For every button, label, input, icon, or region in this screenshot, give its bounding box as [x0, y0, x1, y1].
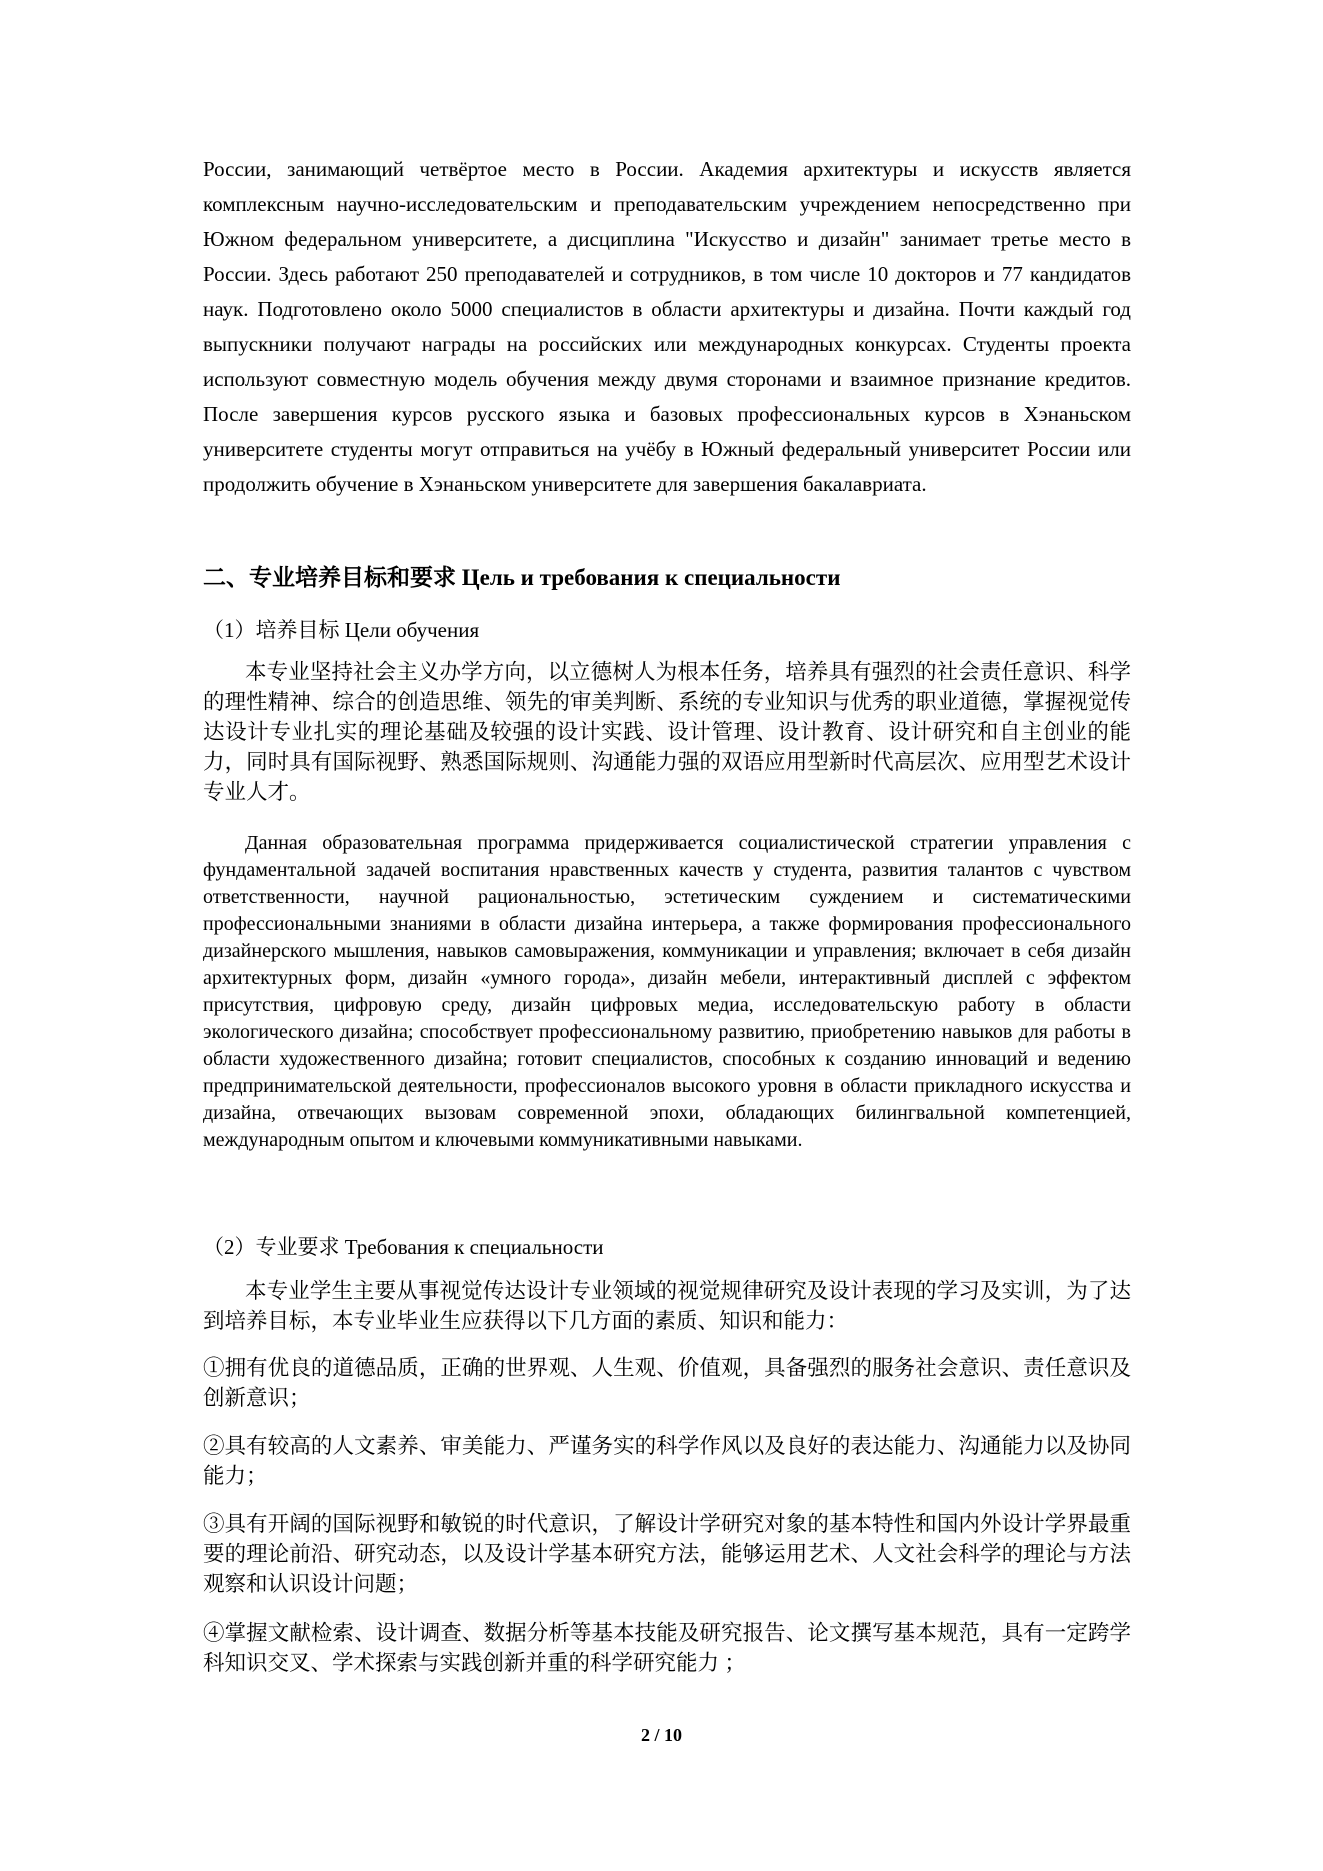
- subheading-training-goals: （1）培养目标 Цели обучения: [203, 618, 480, 642]
- intro-paragraph: России, занимающий четвёртое место в России. Академия архитектуры и искусств является комплексным научно-исследовательским и преподавательским учреждением непосредственно при Южном федеральном университете, а дисциплина "Искусство и дизайн" занимает третье место в России. Здесь работают 250 преподавателей и сотрудников, в том числе 10 докторов и 77 кандидатов наук. Подготовлено около 5000 специалистов в области архитектуры и дизайна. Почти каждый год выпускники получают награды на российских или международных конкурсах. Студенты проекта используют совместную модель обучения между двумя сторонами и взаимное признание кредитов. После завершения курсов русского языка и базовых профессиональных курсов в Хэнаньском университете студенты могут отправиться на учёбу в Южный федеральный университет России или продолжить обучение в Хэнаньском университете для завершения бакалавриата.: [203, 157, 1131, 496]
- page-number: 2 / 10: [640, 1725, 682, 1745]
- goal-paragraph-russian: Данная образовательная программа придерживается социалистической стратегии управления с фундаментальной задачей воспитания нравственных качеств у студента, развития талантов с чувством ответственности, научной рациональностью, эстетическим суждением и систематическими профессиональными знаниями в области дизайна интерьера, а также формирования профессионального дизайнерского мышления, навыков самовыражения, коммуникации и управления; включает в себя дизайн архитектурных форм, дизайн «умного города», дизайн мебели, интерактивный дисплей с эффектом присутствия, цифровую среду, дизайн цифровых медиа, исследовательскую работу в области экологического дизайна; способствует профессиональному развитию, приобретению навыков для работы в области художественного дизайна; готовит специалистов, способных к созданию инноваций и ведению предпринимательской деятельности, профессионалов высокого уровня в области прикладного искусства и дизайна, отвечающих вызовам современной эпохи, обладающих билингвальной компетенцией, международным опытом и ключевыми коммуникативными навыками.: [203, 832, 1131, 1151]
- requirement-item-1: ①拥有优良的道德品质，正确的世界观、人生观、价值观，具备强烈的服务社会意识、责任意识及创新意识；: [203, 1356, 1131, 1410]
- requirements-intro-paragraph: 本专业学生主要从事视觉传达设计专业领域的视觉规律研究及设计表现的学习及实训，为了达到培养目标，本专业毕业生应获得以下几方面的素质、知识和能力：: [203, 1279, 1131, 1333]
- requirement-item-4: ④掌握文献检索、设计调查、数据分析等基本技能及研究报告、论文撰写基本规范，具有一定跨学科知识交叉、学术探索与实践创新并重的科学研究能力 ；: [203, 1621, 1131, 1675]
- goal-paragraph-chinese: 本专业坚持社会主义办学方向，以立德树人为根本任务，培养具有强烈的社会责任意识、科学的理性精神、综合的创造思维、领先的审美判断、系统的专业知识与优秀的职业道德，掌握视觉传达设计专业扎实的理论基础及较强的设计实践、设计管理、设计教育、设计研究和自主创业的能力，同时具有国际视野、熟悉国际规则、沟通能力强的双语应用型新时代高层次、应用型艺术设计专业人才。: [203, 660, 1131, 804]
- section-heading-goals-and-requirements: 二、专业培养目标和要求 Цель и требования к специальности: [203, 565, 841, 590]
- subheading-specialty-requirements: （2）专业要求 Требования к специальности: [203, 1235, 604, 1259]
- requirement-item-3: ③具有开阔的国际视野和敏锐的时代意识，了解设计学研究对象的基本特性和国内外设计学界最重要的理论前沿、研究动态，以及设计学基本研究方法，能够运用艺术、人文社会科学的理论与方法观察和认识设计问题；: [203, 1512, 1131, 1596]
- requirement-item-2: ②具有较高的人文素养、审美能力、严谨务实的科学作风以及良好的表达能力、沟通能力以及协同能力；: [203, 1434, 1131, 1488]
